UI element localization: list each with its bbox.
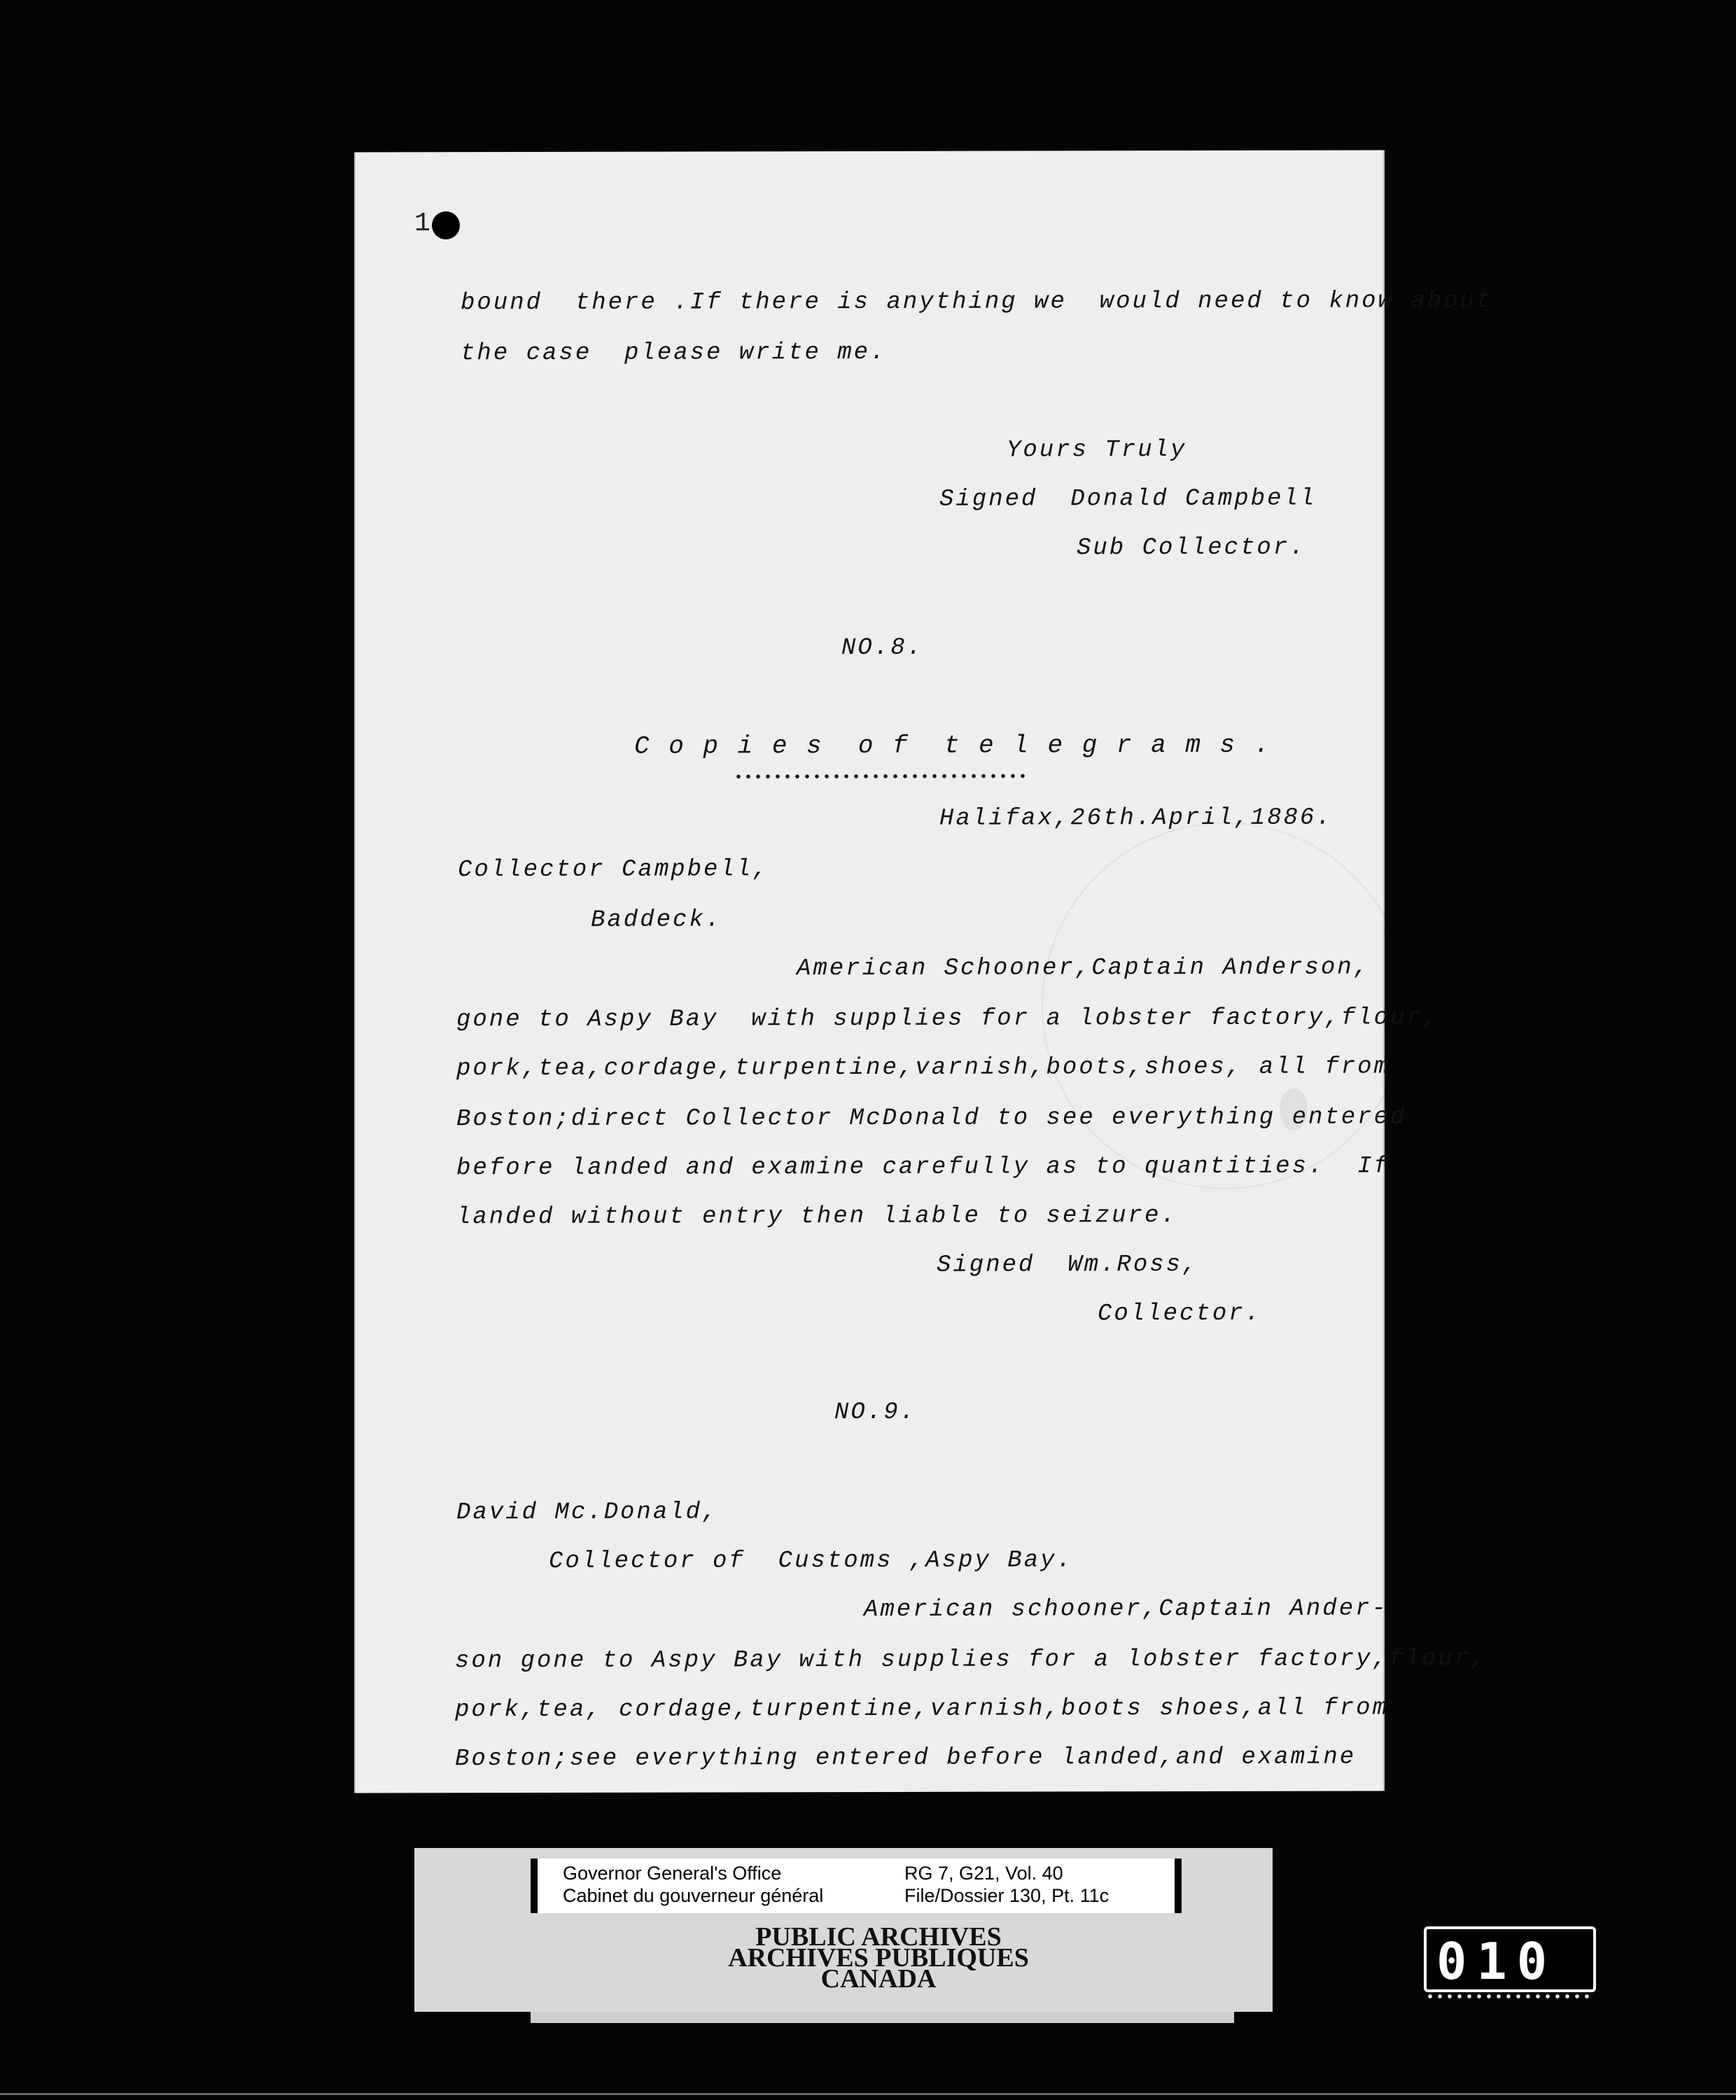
- telegram-body-line: gone to Aspy Bay with supplies for a lobster factory,flour,: [456, 1004, 1440, 1034]
- section-heading-no8: NO.8.: [841, 634, 924, 662]
- letter-signer-title: Sub Collector.: [1077, 534, 1306, 562]
- telegram-signer-title: Collector.: [1098, 1300, 1262, 1328]
- telegram-body-line: Boston;direct Collector McDonald to see everything entered: [456, 1104, 1407, 1133]
- film-edge-line: [0, 2093, 1736, 2095]
- punch-hole: [432, 211, 460, 239]
- telegram-body-line: pork,tea, cordage,turpentine,varnish,boots shoes,all from: [455, 1695, 1389, 1724]
- telegram-copies-heading: C o p i e s o f t e l e g r a m s .: [634, 730, 1272, 761]
- archives-name-en: PUBLIC ARCHIVES: [755, 1922, 1002, 1952]
- document-page: [354, 150, 1493, 1793]
- telegram-body-line: American schooner,Captain Ander-: [864, 1595, 1388, 1624]
- telegram-body-line: Boston;see everything entered before landed,and examine: [455, 1744, 1357, 1773]
- telegram-place: Baddeck.: [591, 906, 722, 934]
- telegram-addressee: Collector Campbell,: [458, 856, 769, 884]
- film-sprocket-dots: [1425, 1994, 1590, 1999]
- record-group-ref: RG 7, G21, Vol. 40: [904, 1863, 1063, 1884]
- archives-name-fr: ARCHIVES PUBLIQUES: [728, 1943, 1029, 1973]
- office-name-fr: Cabinet du gouverneur général: [563, 1885, 824, 1906]
- telegram-body-line: landed without entry then liable to seizure.: [456, 1203, 1177, 1231]
- dotted-underline: [734, 774, 1028, 779]
- archive-reference-card: [531, 1858, 1182, 1913]
- label-edge: [531, 2012, 1234, 2023]
- telegram-signature: Signed Wm.Ross,: [937, 1252, 1199, 1279]
- letter-line-2: the case please write me.: [461, 339, 887, 368]
- frame-counter: 010: [1436, 1932, 1558, 1991]
- file-dossier-ref: File/Dossier 130, Pt. 11c: [904, 1885, 1110, 1906]
- section-heading-no9: NO.9.: [834, 1399, 917, 1427]
- archives-country: CANADA: [820, 1964, 937, 1994]
- telegram-date: Halifax,26th.April,1886.: [939, 804, 1333, 832]
- telegram-body-line: before landed and examine carefully as to quantities. If: [456, 1153, 1390, 1182]
- letter-line-1: bound there .If there is anything we would need to know about: [461, 288, 1493, 317]
- letter-signature: Signed Donald Campbell: [939, 485, 1317, 513]
- telegram-body-line: American Schooner,Captain Anderson,: [797, 954, 1371, 983]
- letter-closing: Yours Truly: [1007, 437, 1187, 464]
- telegram-body-line: son gone to Aspy Bay with supplies for a lobster factory,flour,: [455, 1646, 1488, 1675]
- archives-stamp: [630, 1922, 1127, 1994]
- page-number-mark: 1: [414, 209, 430, 239]
- telegram-office: Collector of Customs ,Aspy Bay.: [549, 1547, 1073, 1575]
- telegram-body-line: pork,tea,cordage,turpentine,varnish,boots,shoes, all from: [456, 1054, 1390, 1083]
- office-name-en: Governor General's Office: [563, 1863, 782, 1884]
- telegram-addressee: David Mc.Donald,: [456, 1499, 719, 1527]
